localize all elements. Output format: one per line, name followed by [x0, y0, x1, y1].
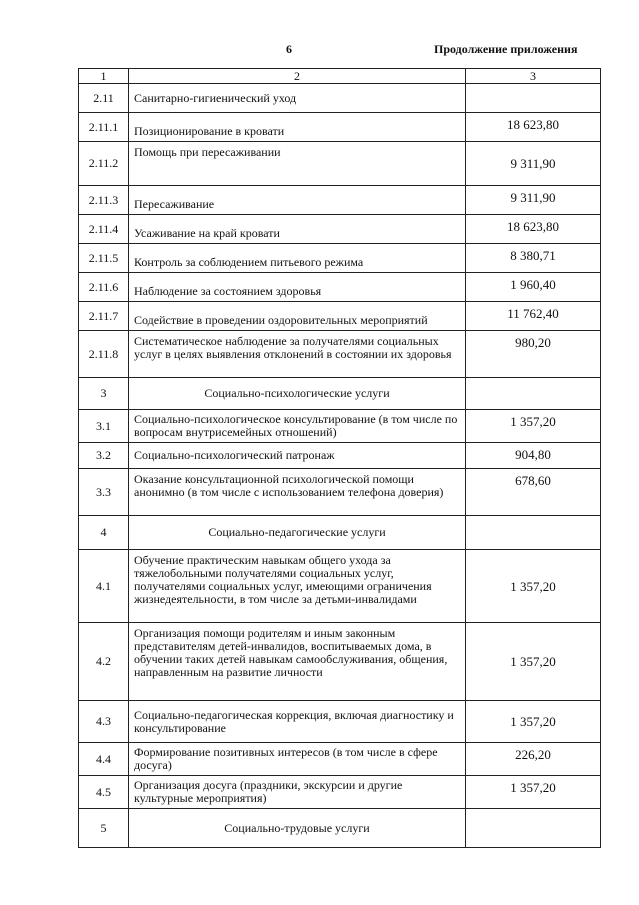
section-title: Социально-трудовые услуги — [129, 809, 466, 848]
table-row — [79, 142, 601, 186]
service-price: 1 357,20 — [466, 701, 601, 743]
table-row — [79, 443, 601, 469]
table-row — [79, 550, 601, 623]
table-row — [79, 331, 601, 378]
section-number: 4 — [79, 516, 129, 550]
service-name: Социально-психологический патронаж — [129, 443, 466, 469]
row-number: 2.11 — [79, 84, 129, 113]
service-price — [466, 809, 601, 848]
table-row — [79, 84, 601, 113]
section-title: Социально-педагогические услуги — [129, 516, 466, 550]
service-price: 904,80 — [466, 443, 601, 469]
service-name: Позиционирование в кровати — [129, 113, 466, 142]
service-name: Организация досуга (праздники, экскурсии и другие культурные мероприятия) — [129, 776, 466, 809]
service-price: 678,60 — [466, 469, 601, 516]
service-name: Пересаживание — [129, 186, 466, 215]
service-name: Санитарно-гигиенический уход — [129, 84, 466, 113]
table-row — [79, 410, 601, 443]
row-number: 4.5 — [79, 776, 129, 809]
service-price — [466, 378, 601, 410]
table-section-row — [79, 809, 601, 848]
table-row — [79, 302, 601, 331]
section-number: 3 — [79, 378, 129, 410]
table-row — [79, 623, 601, 701]
table-header-row — [79, 69, 601, 84]
services-table — [78, 68, 601, 848]
service-name: Социально-педагогическая коррекция, включая диагностику и консультирование — [129, 701, 466, 743]
column-header: 3 — [466, 69, 601, 84]
row-number: 2.11.6 — [79, 273, 129, 302]
table-section-row — [79, 516, 601, 550]
table-row — [79, 469, 601, 516]
row-number: 2.11.1 — [79, 113, 129, 142]
service-name: Содействие в проведении оздоровительных мероприятий — [129, 302, 466, 331]
section-title: Социально-психологические услуги — [129, 378, 466, 410]
service-price: 9 311,90 — [466, 186, 601, 215]
service-price: 18 623,80 — [466, 113, 601, 142]
table-row — [79, 186, 601, 215]
row-number: 3.1 — [79, 410, 129, 443]
row-number: 4.2 — [79, 623, 129, 701]
service-price: 1 357,20 — [466, 623, 601, 701]
service-price: 8 380,71 — [466, 244, 601, 273]
service-name: Помощь при пересаживании — [129, 142, 466, 186]
service-name: Формирование позитивных интересов (в том числе в сфере досуга) — [129, 743, 466, 776]
table-row — [79, 244, 601, 273]
column-header: 1 — [79, 69, 129, 84]
row-number: 2.11.4 — [79, 215, 129, 244]
row-number: 2.11.8 — [79, 331, 129, 378]
service-name: Наблюдение за состоянием здоровья — [129, 273, 466, 302]
table-row — [79, 776, 601, 809]
column-header: 2 — [129, 69, 466, 84]
service-name: Систематическое наблюдение за получателями социальных услуг в целях выявления отклонений в состоянии их здоровья — [129, 331, 466, 378]
service-price: 9 311,90 — [466, 142, 601, 186]
table-row — [79, 273, 601, 302]
table-row — [79, 113, 601, 142]
section-number: 5 — [79, 809, 129, 848]
service-name: Оказание консультационной психологической помощи анонимно (в том числе с использованием телефона доверия) — [129, 469, 466, 516]
row-number: 2.11.5 — [79, 244, 129, 273]
service-price — [466, 84, 601, 113]
table-row — [79, 701, 601, 743]
table-row — [79, 215, 601, 244]
service-price: 1 357,20 — [466, 550, 601, 623]
service-name: Контроль за соблюдением питьевого режима — [129, 244, 466, 273]
row-number: 4.4 — [79, 743, 129, 776]
table-row — [79, 743, 601, 776]
row-number: 4.1 — [79, 550, 129, 623]
row-number: 2.11.3 — [79, 186, 129, 215]
page-number: 6 — [286, 42, 292, 56]
page-caption: Продолжение приложения — [434, 42, 578, 56]
service-price: 11 762,40 — [466, 302, 601, 331]
row-number: 4.3 — [79, 701, 129, 743]
row-number: 2.11.7 — [79, 302, 129, 331]
service-name: Социально-психологическое консультирование (в том числе по вопросам внутрисемейных отношений) — [129, 410, 466, 443]
service-price: 226,20 — [466, 743, 601, 776]
service-price: 1 357,20 — [466, 410, 601, 443]
service-price: 1 357,20 — [466, 776, 601, 809]
service-price: 18 623,80 — [466, 215, 601, 244]
service-name: Усаживание на край кровати — [129, 215, 466, 244]
service-price: 980,20 — [466, 331, 601, 378]
service-price — [466, 516, 601, 550]
row-number: 3.2 — [79, 443, 129, 469]
service-price: 1 960,40 — [466, 273, 601, 302]
service-name: Организация помощи родителям и иным законным представителям детей-инвалидов, воспитываемых дома, в обучении таких детей навыкам самообслуживания, общения, направленным на развитие личности — [129, 623, 466, 701]
row-number: 3.3 — [79, 469, 129, 516]
row-number: 2.11.2 — [79, 142, 129, 186]
table-section-row — [79, 378, 601, 410]
service-name: Обучение практическим навыкам общего ухода за тяжелобольными получателями социальных услуг, получателями социальных услуг, имеющими ограничения жизнедеятельности, в том числе за детьми-инвалидами — [129, 550, 466, 623]
